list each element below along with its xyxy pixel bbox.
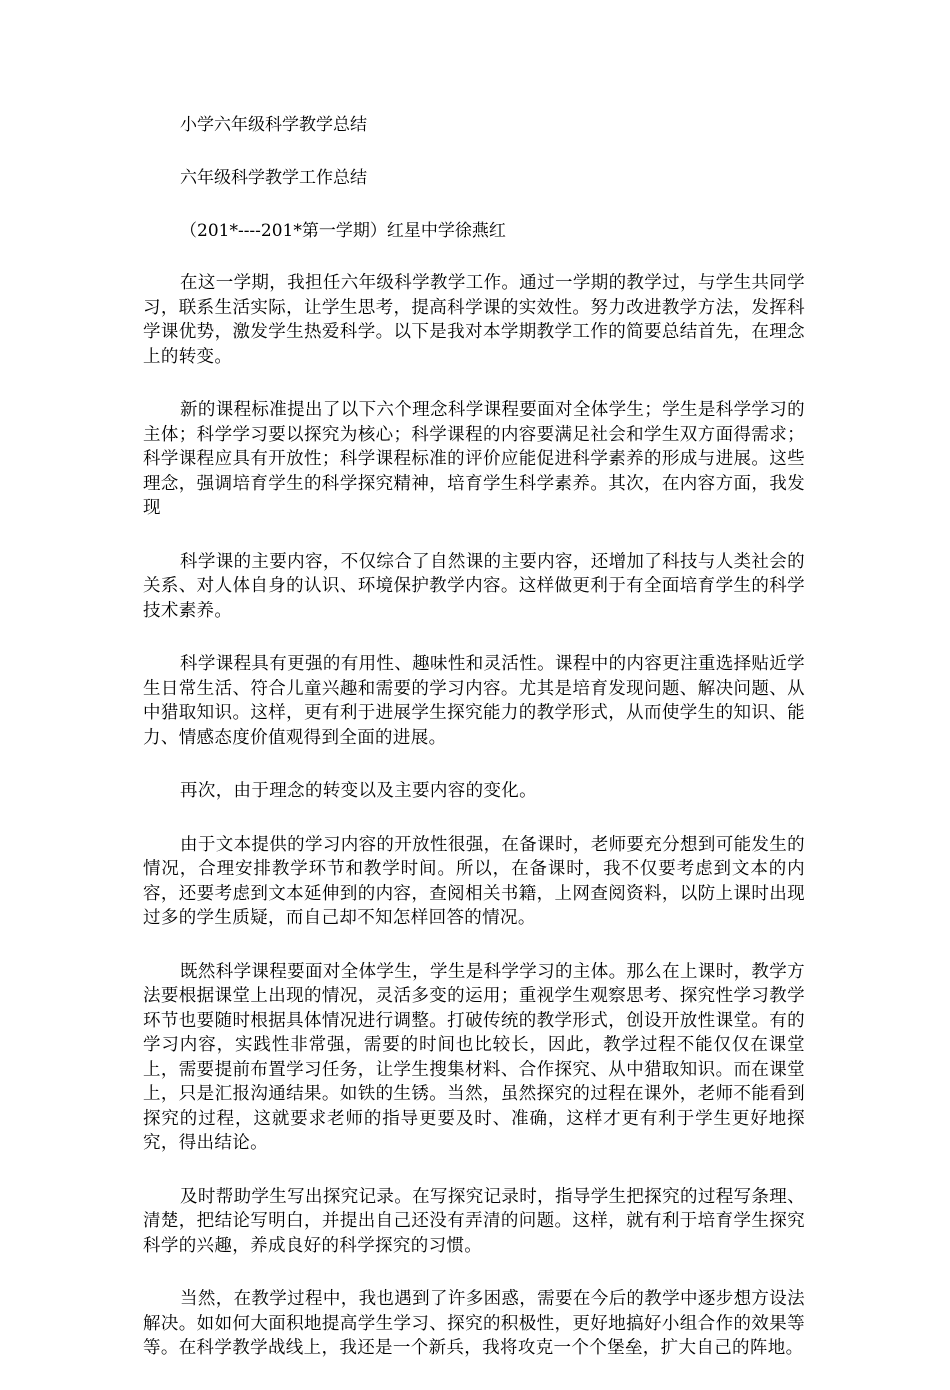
document-body — [143, 112, 805, 1390]
paragraph: 科学课的主要内容，不仅综合了自然课的主要内容，还增加了科技与人类社会的关系、对人体自身的认识、环境保护教学内容。这样做更利于有全面培育学生的科学技术素养。 — [143, 551, 805, 621]
document-subtitle: 六年级科学教学工作总结 — [180, 168, 367, 188]
paragraph: 由于文本提供的学习内容的开放性很强，在备课时，老师要充分想到可能发生的情况，合理安排教学环节和教学时间。所以，在备课时，我不仅要考虑到文本的内容，还要考虑到文本延伸到的内容，查阅相关书籍，上网查阅资料，以防上课时出现过多的学生质疑，而自己却不知怎样回答的情况。 — [143, 834, 805, 928]
paragraph: 新的课程标准提出了以下六个理念科学课程要面对全体学生；学生是科学学习的主体；科学学习要以探究为核心；科学课程的内容要满足社会和学生双方面得需求；科学课程应具有开放性；科学课程标准的评价应能促进科学素养的形成与进展。这些理念，强调培育学生的科学探究精神，培育学生科学素养。其次，在内容方面，我发现 — [143, 400, 805, 518]
document-byline: （201*----201*第一学期）红星中学徐燕红 — [180, 221, 506, 241]
paragraph: 再次，由于理念的转变以及主要内容的变化。 — [180, 781, 537, 801]
paragraph: 科学课程具有更强的有用性、趣味性和灵活性。课程中的内容更注重选择贴近学生日常生活、符合儿童兴趣和需要的学习内容。尤其是培育发现问题、解决问题、从中猎取知识。这样，更有利于进展学生探究能力的教学形式，从而使学生的知识、能力、情感态度价值观得到全面的进展。 — [143, 654, 805, 748]
paragraph: 既然科学课程要面对全体学生，学生是科学学习的主体。那么在上课时，教学方法要根据课堂上出现的情况，灵活多变的运用；重视学生观察思考、探究性学习教学环节也要随时根据具体情况进行调整。打破传统的教学形式，创设开放性课堂。有的学习内容，实践性非常强，需要的时间也比较长，因此，教学过程不能仅仅在课堂上，需要提前布置学习任务，让学生搜集材料、合作探究、从中猎取知识。而在课堂上，只是汇报沟通结果。如铁的生锈。当然，虽然探究的过程在课外，老师不能看到探究的过程，这就要求老师的指导更要及时、准确，这样才更有利于学生更好地探究，得出结论。 — [143, 961, 805, 1153]
paragraph: 在这一学期，我担任六年级科学教学工作。通过一学期的教学过，与学生共同学习，联系生活实际，让学生思考，提高科学课的实效性。努力改进教学方法，发挥科学课优势，激发学生热爱科学。以下是我对本学期教学工作的简要总结首先，在理念上的转变。 — [143, 273, 805, 367]
paragraph: 及时帮助学生写出探究记录。在写探究记录时，指导学生把探究的过程写条理、清楚，把结论写明白，并提出自己还没有弄清的问题。这样，就有利于培育学生探究科学的兴趣，养成良好的科学探究的习惯。 — [143, 1186, 805, 1256]
document-title: 小学六年级科学教学总结 — [180, 115, 367, 135]
paragraph: 当然，在教学过程中，我也遇到了许多困惑，需要在今后的教学中逐步想方设法解决。如如何大面积地提高学生学习、探究的积极性，更好地搞好小组合作的效果等等。在科学教学战线上，我还是一个新兵，我将攻克一个个堡垒，扩大自己的阵地。 — [143, 1289, 805, 1358]
